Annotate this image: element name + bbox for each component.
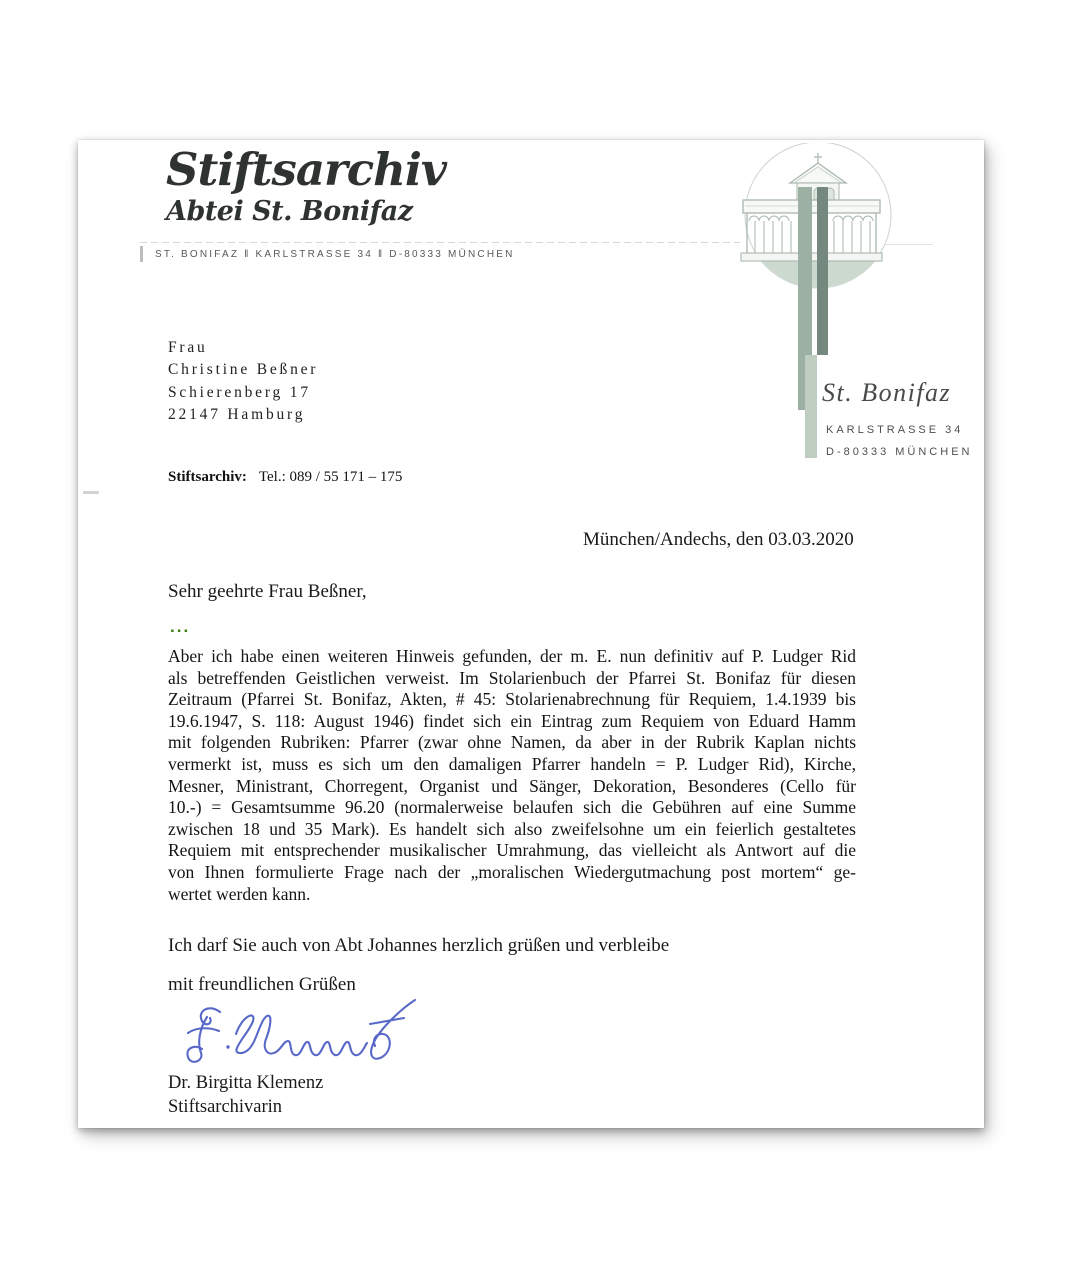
body-line: Mesner, Ministrant, Chorregent, Organist und Sänger, Dekoration, Besonderes (Cello für <box>168 775 856 796</box>
signer-name: Dr. Birgitta Klemenz <box>168 1073 324 1093</box>
logo-name-text: St. Bonifaz <box>822 378 952 407</box>
letter-page <box>78 140 984 1128</box>
logo-city-text: D-80333 MÜNCHEN <box>826 446 973 458</box>
letterhead-subtitle: Abtei St. Bonifaz <box>166 196 413 227</box>
body-line: von Ihnen formulierte Frage nach der „moralischen Wiedergutmachung post mortem“ ge- <box>168 861 856 882</box>
closing-line-1: Ich darf Sie auch von Abt Johannes herzlich grüßen und verbleibe <box>168 935 670 956</box>
dateline: München/Andechs, den 03.03.2020 <box>583 529 854 550</box>
body-line: mit folgenden Rubriken: Pfarrer (zwar ohne Namen, da aber in der Rubrik Kaplan nichts <box>168 732 856 753</box>
body-line: als betreffenden Geistlichen verweist. Im Stolarienbuch der Pfarrei St. Bonifaz für diesen <box>168 667 856 688</box>
body-line: 10.-) = Gesamtsumme 96.20 (normalerweise belaufen sich die Gebühren auf eine Summe <box>168 797 856 818</box>
body-line: Aber ich habe einen weiteren Hinweis gefunden, der m. E. nun definitiv auf P. Ludger Rid <box>168 646 856 666</box>
body-line: Zeitraum (Pfarrei St. Bonifaz, Akten, # 45: Stolarienabrechnung für Requiem, 1.4.1939 bis <box>168 689 856 710</box>
body-line: 19.6.1947, S. 118: August 1946) findet sich ein Eintrag zum Requiem von Eduard Hamm <box>168 710 856 731</box>
letter-body <box>168 646 856 905</box>
letterhead-address-line: ST. BONIFAZ ‖ KARLSTRASSE 34 ‖ D-80333 MÜNCHEN <box>155 249 515 260</box>
body-line: zwischen 18 und 35 Mark). Es handelt sich also zweifelsohne um ein feierlich gestaltetes <box>168 818 856 839</box>
letterhead-divider <box>140 242 740 243</box>
letterhead-title: Stiftsarchiv <box>166 143 447 196</box>
logo-street-text: KARLSTRASSE 34 <box>826 424 964 436</box>
recipient-address-block <box>168 337 318 426</box>
recipient-line: Schierenberg 17 <box>168 383 311 401</box>
contact-phone: Tel.: 089 / 55 171 – 175 <box>258 469 403 485</box>
closing-line-2: mit freundlichen Grüßen <box>168 974 356 995</box>
recipient-line: Frau <box>168 339 208 356</box>
body-line: wertet werden kann. <box>168 883 311 904</box>
scan-margin-mark <box>83 491 99 494</box>
contact-phone-line <box>168 469 402 486</box>
handwritten-signature-icon <box>176 998 426 1072</box>
recipient-line: 22147 Hamburg <box>168 405 306 423</box>
recipient-line: Christine Beßner <box>168 361 319 379</box>
salutation: Sehr geehrte Frau Beßner, <box>168 581 367 602</box>
body-line: vermerkt ist, muss es sich um den damaligen Pfarrer handeln = P. Ludger Rid), Kirche, <box>168 753 856 774</box>
signer-title: Stiftsarchivarin <box>168 1097 283 1117</box>
body-line: Requiem mit entsprechender musikalischer Umrahmung, das vielleicht als Antwort auf die <box>168 840 856 861</box>
contact-label: Stiftsarchiv: <box>168 469 247 485</box>
omission-ellipsis: ... <box>170 617 191 636</box>
letterhead-tick-mark <box>140 246 143 262</box>
